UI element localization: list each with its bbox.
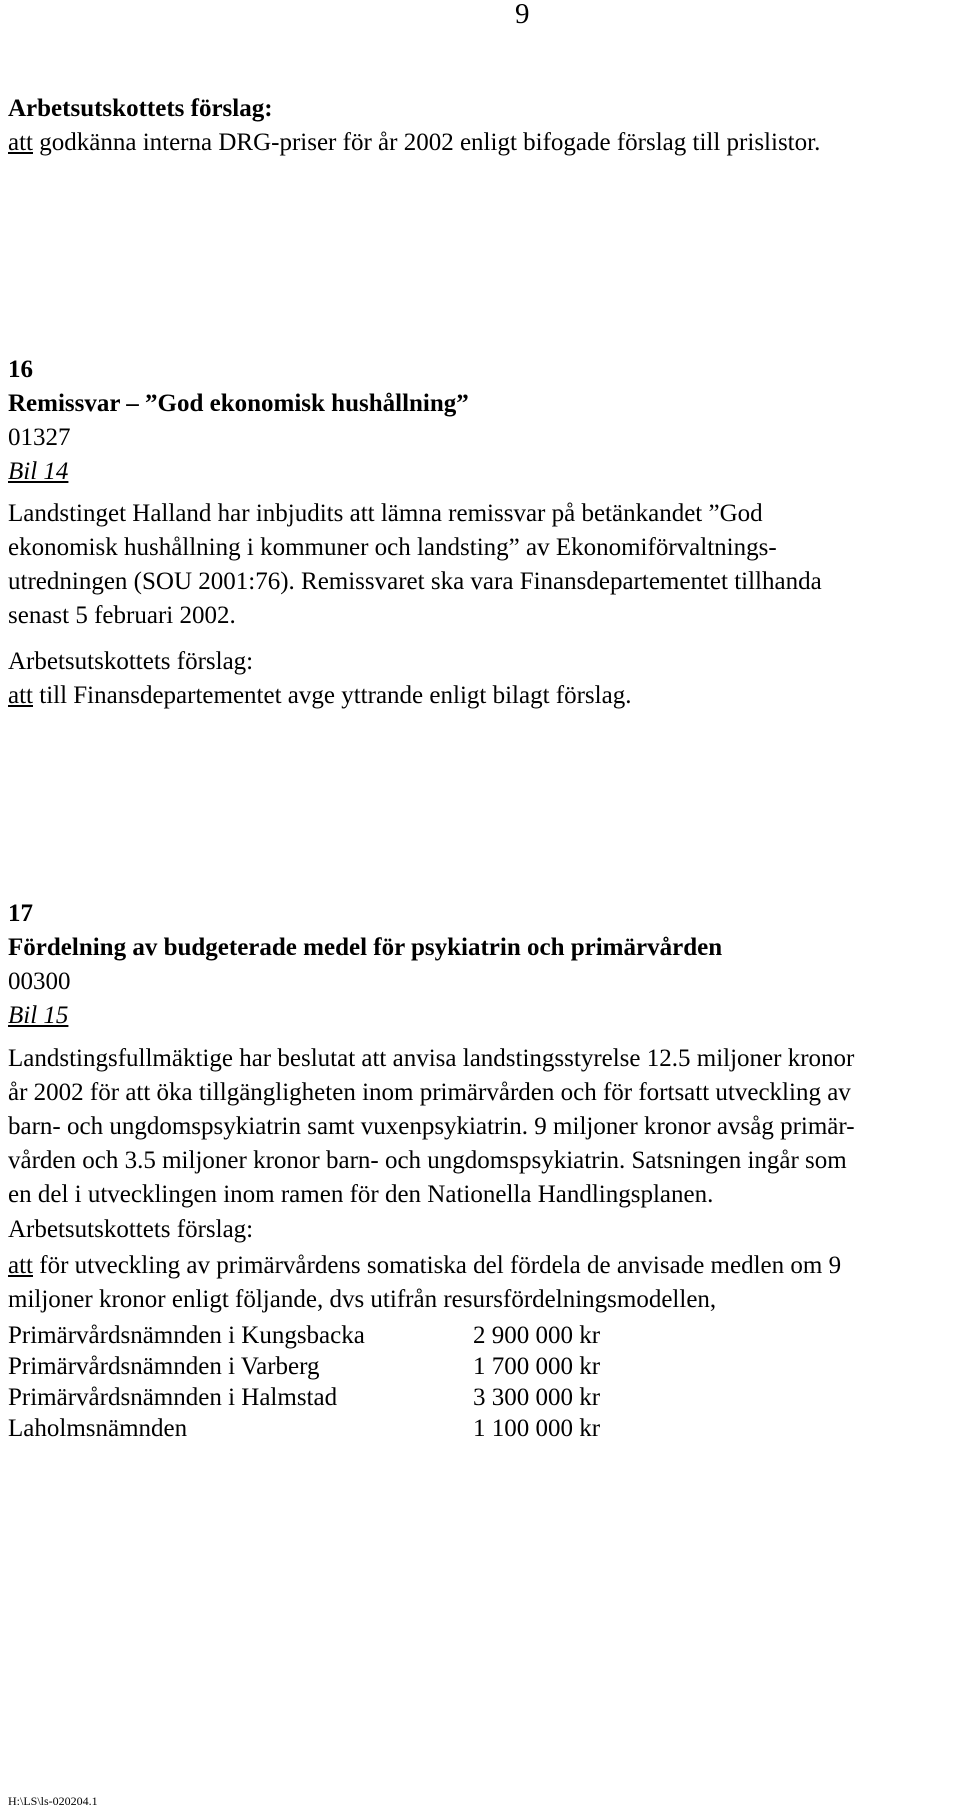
page-number: 9	[515, 0, 530, 30]
body-line: barn- och ungdomspsykiatrin samt vuxenpsykiatrin. 9 miljoner kronor avsåg primär-	[8, 1113, 855, 1140]
allocation-name: Primärvårdsnämnden i Halmstad	[8, 1384, 338, 1411]
footer-file-path: H:\LS\ls-020204.1	[8, 1794, 98, 1808]
item-title: Fördelning av budgeterade medel för psykiatrin och primärvården	[8, 934, 723, 961]
att-word: att	[8, 129, 33, 156]
body-line: senast 5 februari 2002.	[8, 602, 236, 629]
att-word: att	[8, 1252, 33, 1279]
item-number: 16	[8, 356, 33, 383]
proposal-body: för utveckling av primärvårdens somatiska del fördela de anvisade medlen om 9	[33, 1252, 842, 1279]
body-line: vården och 3.5 miljoner kronor barn- och ungdomspsykiatrin. Satsningen ingår som	[8, 1147, 847, 1174]
section-16-body	[8, 497, 953, 633]
allocation-row	[8, 1320, 953, 1351]
allocation-amount: 1 100 000 kr	[473, 1415, 601, 1442]
section-17	[8, 897, 953, 1033]
proposal-text-continued: miljoner kronor enligt följande, dvs utifrån resursfördelningsmodellen,	[8, 1286, 717, 1313]
attachment-ref: Bil 15	[8, 1002, 69, 1029]
section-17-body	[8, 1042, 953, 1212]
att-word: att	[8, 682, 33, 709]
body-line: ekonomisk hushållning i kommuner och landsting” av Ekonomiförvaltnings-	[8, 534, 777, 561]
allocation-amount: 1 700 000 kr	[473, 1353, 601, 1380]
allocation-row	[8, 1413, 953, 1444]
proposal-heading: Arbetsutskottets förslag:	[8, 648, 254, 675]
body-line: en del i utvecklingen inom ramen för den Nationella Handlingsplanen.	[8, 1181, 714, 1208]
body-line: år 2002 för att öka tillgängligheten inom primärvården och för fortsatt utveckling av	[8, 1079, 851, 1106]
section-17-proposal-text	[8, 1249, 953, 1317]
allocation-name: Primärvårdsnämnden i Kungsbacka	[8, 1322, 365, 1349]
body-line: Landstinget Halland har inbjudits att lämna remissvar på betänkandet ”God	[8, 500, 763, 527]
proposal-text	[8, 126, 953, 160]
body-line: utredningen (SOU 2001:76). Remissvaret ska vara Finansdepartementet tillhanda	[8, 568, 822, 595]
allocation-amount: 2 900 000 kr	[473, 1322, 601, 1349]
proposal-heading: Arbetsutskottets förslag:	[8, 1216, 254, 1243]
item-title: Remissvar – ”God ekonomisk hushållning”	[8, 390, 469, 417]
allocation-name: Primärvårdsnämnden i Varberg	[8, 1353, 320, 1380]
allocation-row	[8, 1351, 953, 1382]
proposal-body: till Finansdepartementet avge yttrande enligt bilagt förslag.	[33, 682, 632, 709]
item-number: 17	[8, 900, 33, 927]
diary-number: 00300	[8, 968, 71, 995]
allocation-table	[8, 1320, 953, 1444]
allocation-amount: 3 300 000 kr	[473, 1384, 601, 1411]
body-line: Landstingsfullmäktige har beslutat att anvisa landstingsstyrelse 12.5 miljoner kronor	[8, 1045, 855, 1072]
section-17-proposal	[8, 1213, 953, 1247]
proposal-text	[8, 1249, 953, 1283]
allocation-name: Laholmsnämnden	[8, 1415, 188, 1442]
proposal-body: godkänna interna DRG-priser för år 2002 enligt bifogade förslag till prislistor.	[33, 129, 821, 156]
section-16-proposal	[8, 645, 953, 713]
section-16	[8, 353, 953, 489]
diary-number: 01327	[8, 424, 71, 451]
proposal-text	[8, 679, 953, 713]
proposal-heading: Arbetsutskottets förslag:	[8, 95, 273, 122]
attachment-ref: Bil 14	[8, 458, 69, 485]
allocation-row	[8, 1382, 953, 1413]
section-top	[8, 92, 953, 160]
